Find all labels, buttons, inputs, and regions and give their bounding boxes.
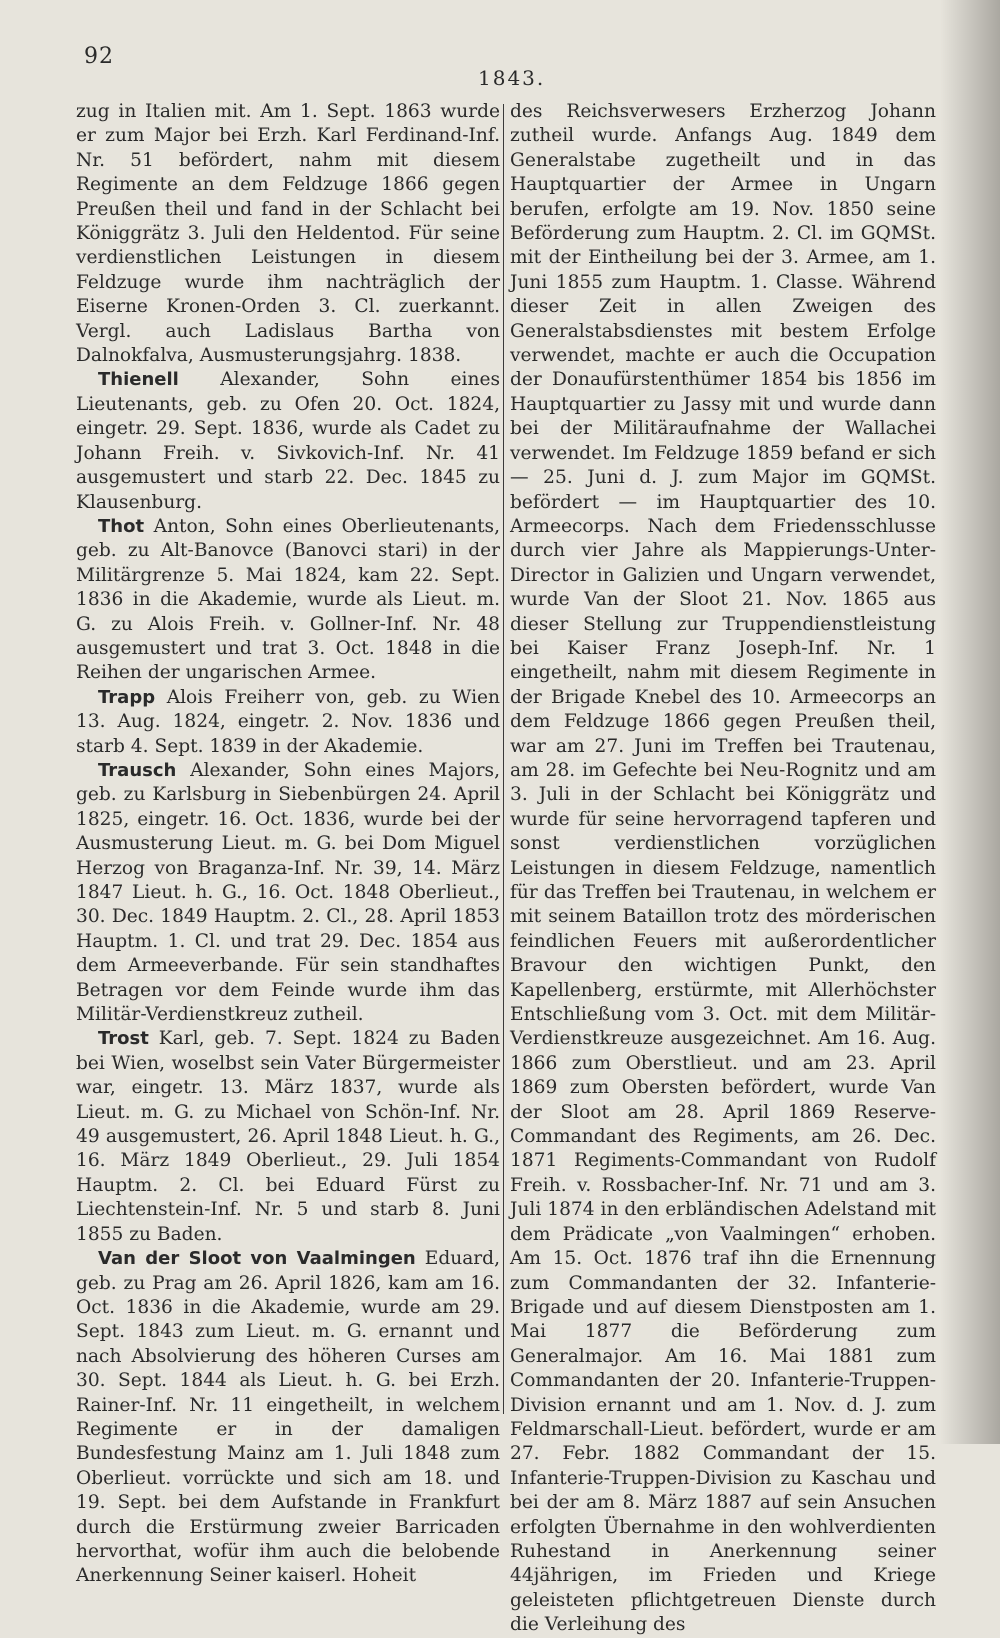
left-column <box>76 100 500 1589</box>
entry-name: Trausch <box>98 759 177 781</box>
entry-text: des Reichsverwesers Erzherzog Johann zutheil wurde. Anfangs Aug. 1849 dem Generalstabe zugetheilt und in das Hauptquartier der Armee in Ungarn berufen, erfolgte am 19. Nov. 1850 seine Beförderung zum Hauptm. 2. Cl. im GQMSt. mit der Eintheilung bei der 3. Armee, am 1. Juni 1855 zum Hauptm. 1. Classe. Während dieser Zeit in allen Zweigen des Generalstabsdienstes mit bestem Erfolge verwendet, machte er auch die Occupation der Donaufürstenthümer 1854 bis 1856 im Hauptquartier zu Jassy mit und wurde dann bei der Militäraufnahme der Wallachei verwendet. Im Feldzuge 1859 befand er sich — 25. Juni d. J. zum Major im GQMSt. befördert — im Hauptquartier des 10. Armeecorps. Nach dem Friedensschlusse durch vier Jahre als Mappierungs-Unter-Director in Galizien und Ungarn verwendet, wurde Van der Sloot 21. Nov. 1865 aus dieser Stellung zur Truppendienstleistung bei Kaiser Franz Joseph-Inf. Nr. 1 eingetheilt, nahm mit diesem Regimente in der Brigade Knebel des 10. Armeecorps an dem Feldzuge 1866 gegen Preußen theil, war am 27. Juni im Treffen bei Trautenau, am 28. im Gefechte bei Neu-Rognitz und am 3. Juli in der Schlacht bei Königgrätz und wurde für seine hervorragend tapferen und sonst verdienstlichen vorzüglichen Leistungen in diesem Feldzuge, namentlich für das Treffen bei Trautenau, in welchem er mit seinem Bataillon trotz des mörderischen feindlichen Feuers mit außerordentlicher Bravour den wichtigen Punkt, den Kapellenberg, erstürmte, mit Allerhöchster Entschließung vom 3. Oct. mit dem Militär-Verdienstkreuze ausgezeichnet. Am 16. Aug. 1866 zum Oberstlieut. und am 23. April 1869 zum Obersten befördert, wurde Van der Sloot am 28. April 1869 Reserve-Commandant des Regiments, am 26. Dec. 1871 Regiments-Commandant von Rudolf Freih. v. Rossbacher-Inf. Nr. 71 und am 3. Juli 1874 in den erbländischen Adelstand mit dem Prädicate „von Vaalmingen“ erhoben. Am 15. Oct. 1876 traf ihn die Ernennung zum Commandanten der 32. Infanterie-Brigade und auf diesem Dienstposten am 1. Mai 1877 die Beförderung zum Generalmajor. Am 16. Mai 1881 zum Commandanten der 20. Infanterie-Truppen-Division ernannt und am 1. Nov. d. J. zum Feldmarschall-Lieut. befördert, wurde er am 27. Febr. 1882 Commandant der 15. Infanterie-Truppen-Division zu Kaschau und bei der am 8. März 1887 auf sein Ansuchen erfolgten Übernahme in den wohlverdienten Ruhestand in Anerkennung seiner 44jährigen, im Frieden und Kriege geleisteten pflichtgetreuen Dienste durch die Verleihung des <box>510 101 936 1636</box>
page-edge-shadow <box>940 0 1000 1444</box>
entry-trapp <box>76 686 500 759</box>
entry-thot <box>76 515 500 686</box>
entry-name: Van der Sloot von Vaalmingen <box>98 1248 416 1270</box>
entry-text: Eduard, geb. zu Prag am 26. April 1826, kam am 16. Oct. 1836 in die Akademie, wurde am 29. Sept. 1843 zum Lieut. m. G. ernannt und nach Absolvierung des höheren Curses am 30. Sept. 1844 als Lieut. h. G. bei Erzh. Rainer-Inf. Nr. 11 eingetheilt, in welchem Regimente er in der damaligen Bundesfestung Mainz am 1. Juli 1848 zum Oberlieut. vorrückte und sich am 18. und 19. Sept. bei dem Aufstande in Frankfurt durch die Erstürmung zweier Barricaden hervorthat, wofür ihm auch die belobende Anerkennung Seiner kaiserl. Hoheit <box>76 1248 500 1587</box>
entry-trausch <box>76 759 500 1027</box>
entry-name: Thienell <box>98 369 179 391</box>
right-column <box>510 100 936 1638</box>
entry-name: Trapp <box>98 686 156 708</box>
entry-continuation <box>510 100 936 1638</box>
entry-text: zug in Italien mit. Am 1. Sept. 1863 wurde er zum Major bei Erzh. Karl Ferdinand-Inf. Nr. 51 befördert, nahm mit diesem Regimente an dem Feldzuge 1866 gegen Preußen theil und fand in der Schlacht bei Königgrätz 3. Juli den Heldentod. Für seine verdienstlichen Leistungen in diesem Feldzuge wurde ihm nachträglich der Eiserne Kronen-Orden 3. Cl. zuerkannt. Vergl. auch Ladislaus Bartha von Dalnokfalva, Ausmusterungsjahrg. 1838. <box>76 101 500 367</box>
entry-text: Alexander, Sohn eines Majors, geb. zu Karlsburg in Siebenbürgen 24. April 1825, eingetr. 16. Oct. 1836, wurde bei der Ausmusterung Lieut. m. G. bei Dom Miguel Herzog von Braganza-Inf. Nr. 39, 14. März 1847 Lieut. h. G., 16. Oct. 1848 Oberlieut., 30. Dec. 1849 Hauptm. 2. Cl., 28. April 1853 Hauptm. 1. Cl. und trat 29. Dec. 1854 aus dem Armeeverbande. Für sein standhaftes Betragen vor dem Feinde wurde ihm das Militär-Verdienstkreuz zutheil. <box>76 759 500 1026</box>
entry-text: Anton, Sohn eines Oberlieutenants, geb. zu Alt-Banovce (Banovci stari) in der Militärgrenze 5. Mai 1824, kam 22. Sept. 1836 in die Akademie, wurde als Lieut. m. G. zu Alois Freih. v. Gollner-Inf. Nr. 48 ausgemustert und trat 3. Oct. 1848 in die Reihen der ungarischen Armee. <box>76 515 500 684</box>
year-header: 1843. <box>478 66 546 90</box>
entry-continuation <box>76 100 500 368</box>
entry-thienell <box>76 368 500 514</box>
entry-name: Trost <box>98 1028 149 1050</box>
entry-text: Alexander, Sohn eines Lieutenants, geb. zu Ofen 20. Oct. 1824, eingetr. 29. Sept. 1836, wurde als Cadet zu Johann Freih. v. Sivkovich-Inf. Nr. 41 ausgemustert und starb 22. Dec. 1845 zu Klausenburg. <box>76 369 500 513</box>
entry-trost <box>76 1027 500 1247</box>
entry-text: Karl, geb. 7. Sept. 1824 zu Baden bei Wien, woselbst sein Vater Bürgermeister war, eingetr. 13. März 1837, wurde als Lieut. m. G. zu Michael von Schön-Inf. Nr. 49 ausgemustert, 26. April 1848 Lieut. h. G., 16. März 1849 Oberlieut., 29. Juli 1854 Hauptm. 2. Cl. bei Eduard Fürst zu Liechtenstein-Inf. Nr. 5 und starb 8. Juni 1855 zu Baden. <box>76 1028 500 1245</box>
entry-van-der-sloot <box>76 1247 500 1589</box>
entry-text: Alois Freiherr von, geb. zu Wien 13. Aug. 1824, eingetr. 2. Nov. 1836 und starb 4. Sept. 1839 in der Akademie. <box>76 686 500 757</box>
entry-name: Thot <box>98 515 145 537</box>
page-number: 92 <box>84 44 114 69</box>
column-divider <box>503 104 504 1414</box>
